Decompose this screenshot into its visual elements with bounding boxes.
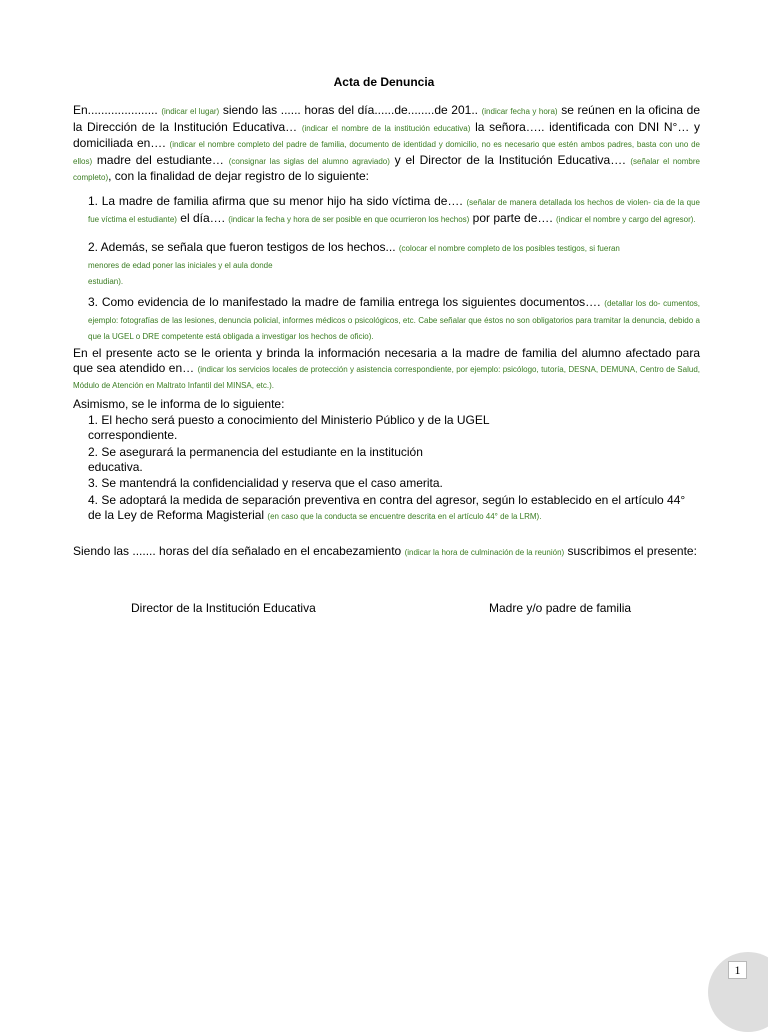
p4-note: (indicar la hora de culminación de la reunión)	[404, 548, 565, 557]
intro-text-6: y el Director de la Institución Educativa….	[389, 152, 631, 167]
intro-note-date: (indicar fecha y hora)	[481, 107, 558, 116]
intro-text-2: siendo las ...... horas del día......de........de 201..	[219, 103, 482, 117]
closing-paragraph	[73, 544, 700, 561]
inf2-b: educativa.	[88, 459, 143, 474]
signature-director: Director de la Institución Educativa	[131, 601, 316, 615]
list-item-witnesses	[88, 240, 700, 290]
item1-text-1: 1. La madre de familia afirma que su menor hijo ha sido víctima de….	[88, 194, 467, 208]
info-item-1	[88, 413, 700, 442]
item1-note-date: (indicar la fecha y hora de ser posible en que ocurrieron los hechos)	[228, 214, 470, 224]
inf4-note: (en caso que la conducta se encuentre descrita en el artículo 44° de la LRM).	[267, 511, 542, 521]
intro-text-4: la señora….. identificada con DNI N°… y domiciliada en….	[73, 119, 701, 150]
orientation-paragraph	[73, 346, 700, 394]
p4-text-1: Siendo las ....... horas del día señalado en el encabezamiento	[73, 544, 405, 558]
item1-text-2: el día….	[176, 210, 229, 225]
info-item-2	[88, 445, 700, 474]
list-item-victim	[88, 194, 700, 227]
item1-note-facts: (señalar de manera detallada los hechos de violen- cia de la que fue víctima el estudiante)	[88, 198, 700, 224]
item3-note: (detallar los do- cumentos, ejemplo: fotografías de las lesiones, denuncia policial, informes médicos o psicológicos, etc. Cabe señalar que éstos no son obligatorios para tramitar la denuncia, debido a que la UGEL o DRE competente está obligada a investigar los hechos de oficio).	[88, 299, 700, 341]
inf4-b: de la Ley de Reforma Magisterial	[88, 507, 268, 522]
intro-text-3: se reúnen en la oficina de la Dirección de la Institución Educativa…	[73, 103, 701, 134]
intro-note-school: (indicar el nombre de la institución educativa)	[301, 123, 471, 133]
item2-note-3: estudian).	[88, 277, 124, 286]
info-item-4	[88, 493, 700, 524]
signature-parent: Madre y/o padre de familia	[489, 601, 632, 615]
item3-text-1: 3. Como evidencia de lo manifestado la madre de familia entrega los siguientes documentos….	[88, 295, 605, 309]
intro-paragraph	[73, 103, 700, 186]
item2-note-2: menores de edad poner las iniciales y el aula donde	[88, 260, 273, 270]
intro-note-student: (consignar las siglas del alumno agraviado)	[228, 156, 390, 166]
p2-text-1: En el presente acto se le orienta y brinda la información necesaria a la madre de familia del alumno afectado para que sea atendido en…	[73, 346, 700, 375]
intro-text-5: madre del estudiante…	[92, 152, 229, 167]
p2-note-services: (indicar los servicios locales de protección y asistencia correspondiente, por ejemplo: psicólogo, tutoría, DESNA, DEMUNA, Centro de Salud, Módulo de Atención en Maltrato Infantil del MINSA, etc.).	[73, 364, 700, 390]
page-number-badge	[708, 952, 768, 1032]
inf2-a: 2. Se asegurará la permanencia del estudiante en la institución	[88, 445, 423, 459]
document-title: Acta de Denuncia	[333, 75, 435, 89]
inf4-a: 4. Se adoptará la medida de separación preventiva en contra del agresor, según lo establecido en el artículo 44°	[88, 493, 686, 507]
intro-text-1: En.....................	[73, 103, 162, 117]
item1-text-3: por parte de….	[469, 210, 557, 225]
inf1-b: correspondiente.	[88, 427, 178, 442]
item2-note-1: (colocar el nombre completo de los posibles testigos, si fueran	[398, 244, 620, 253]
info-heading: Asimismo, se le informa de lo siguiente:	[73, 397, 285, 411]
inf1-a: 1. El hecho será puesto a conocimiento del Ministerio Público y de la UGEL	[88, 413, 490, 427]
info-item-3: 3. Se mantendrá la confidencialidad y reserva que el caso amerita.	[88, 476, 443, 490]
list-item-evidence	[88, 295, 700, 345]
p4-text-2: suscribimos el presente:	[564, 544, 697, 558]
item2-text-1: 2. Además, se señala que fueron testigos de los hechos...	[88, 240, 399, 254]
intro-note-parent: (indicar el nombre completo del padre de familia, documento de identidad y domicilio, no es necesario que estén ambos padres, basta con uno de ellos)	[73, 140, 700, 166]
item1-note-aggressor: (indicar el nombre y cargo del agresor).	[556, 214, 696, 224]
intro-note-director: (señalar el nombre completo)	[73, 156, 700, 182]
page-number: 1	[728, 961, 747, 979]
intro-text-7: , con la finalidad de dejar registro de lo siguiente:	[108, 169, 369, 183]
intro-note-place: (indicar el lugar)	[161, 107, 220, 116]
